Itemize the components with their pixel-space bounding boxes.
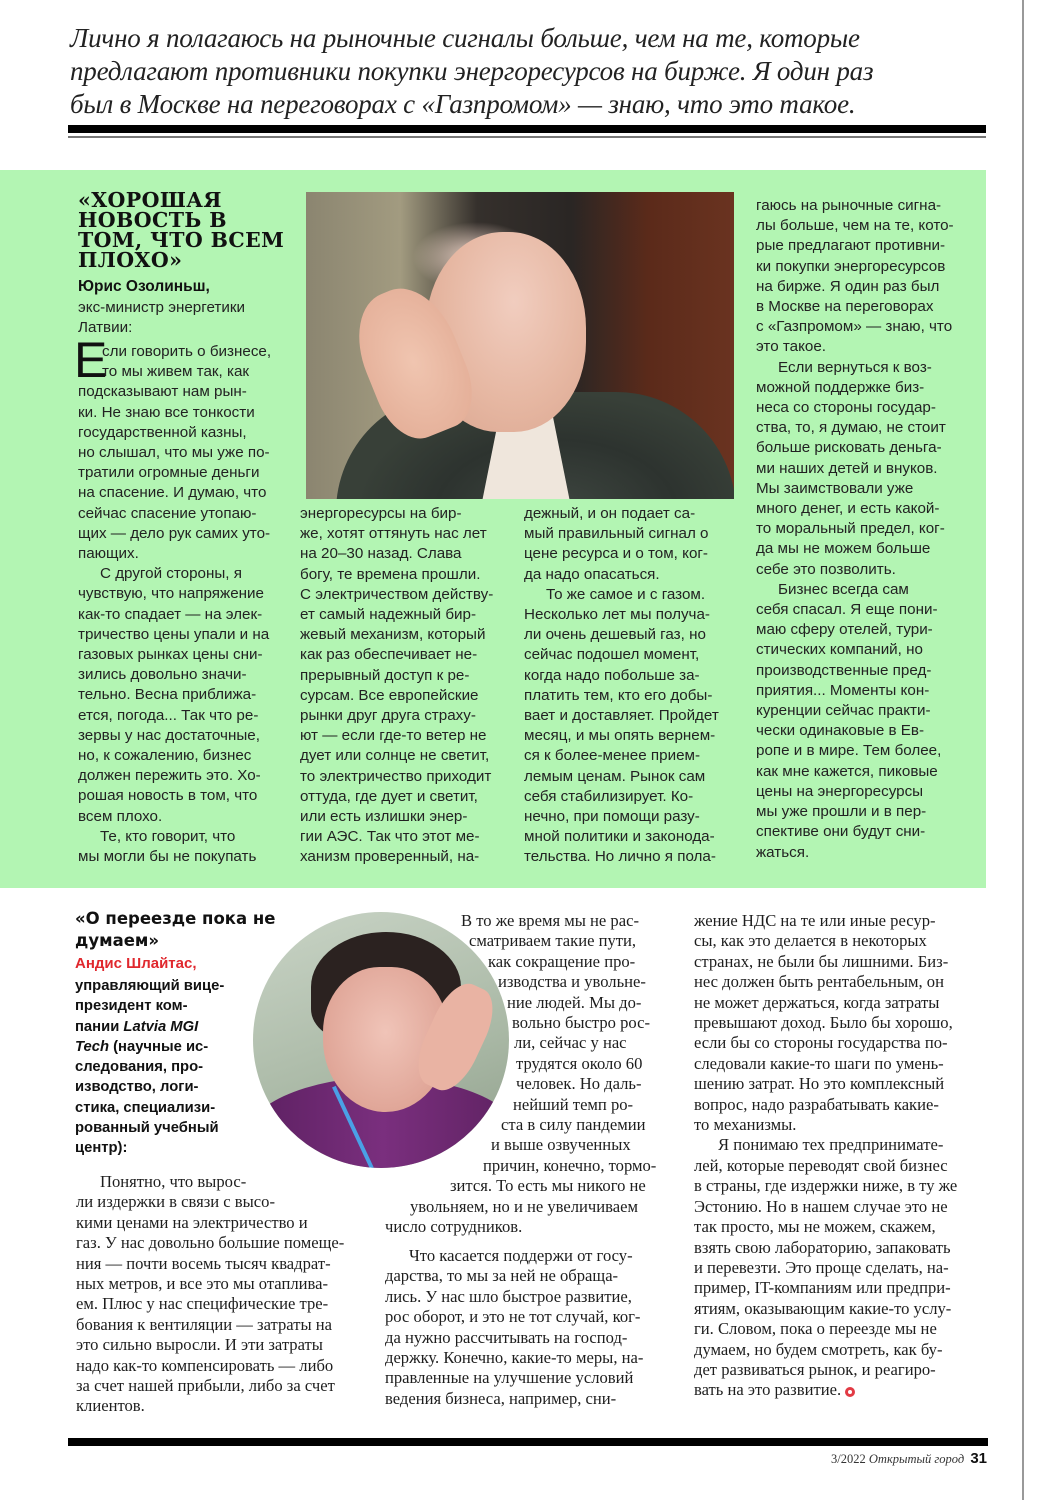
interview-2-column-2-wrap <box>0 911 700 1238</box>
text-line: же, хотят оттянуть нас лет <box>300 525 487 543</box>
text-line: то моральный предел, ког- <box>756 520 945 538</box>
text-line: энергоресурсы на бир- <box>300 505 462 522</box>
text-line: себя стабилизирует. Ко- <box>524 787 694 805</box>
text-line: всем плохо. <box>78 807 163 825</box>
text-line: должен пережить это. Хо- <box>78 767 261 785</box>
text-line: не может держаться, когда затраты <box>694 992 940 1012</box>
text-line: но, к сожалению, бизнес <box>78 747 252 765</box>
text-line: и перевезти. Это проще сделать, на- <box>694 1257 949 1277</box>
text-line: мной политики и законода- <box>524 828 715 846</box>
text-line: когда надо побольше за- <box>524 666 700 684</box>
text-line: лемым ценам. Рынок сам <box>524 767 706 785</box>
text-line: вает и доставляет. Пройдет <box>524 707 719 725</box>
text-line: ния — почти восемь тысяч квадрат- <box>76 1253 331 1273</box>
text-line: ятиям, оказывающим какие-то услу- <box>694 1298 952 1318</box>
top-rule-thin <box>68 136 986 138</box>
text-line: лы больше, чем на те, кото- <box>756 217 954 235</box>
text-line: приятия... Моменты кон- <box>756 681 930 699</box>
text-line: ся к более-менее прием- <box>524 747 701 765</box>
text-line: то электричество приходит <box>300 767 492 785</box>
text-line: зились довольно значи- <box>78 666 247 684</box>
interview-2-column-2 <box>385 1246 685 1409</box>
text-line: больше рисковать деньга- <box>756 439 942 457</box>
text-line: как мне кажется, пиковые <box>756 762 938 780</box>
portrait-photo-ozolinsh <box>306 192 734 499</box>
text-line: Несколько лет мы получа- <box>524 606 710 624</box>
role-line: управляющий вице- <box>75 978 225 994</box>
text-line: ли, сейчас у нас <box>514 1033 627 1053</box>
text-line: лись. У нас шло быстрое развитие, <box>385 1286 632 1306</box>
text-line: ется, погода... Так что ре- <box>78 706 259 724</box>
text-line: ных метров, и все это мы отаплива- <box>76 1274 328 1294</box>
text-line: зится. То есть мы никого не <box>450 1176 646 1196</box>
issue-number: 3/2022 <box>831 1452 866 1466</box>
end-of-article-icon <box>845 1387 855 1397</box>
text-line: лей, которые переводят свой бизнес <box>694 1155 948 1175</box>
text-line: богу, те времена прошли. <box>300 565 481 583</box>
headline-line: ТОМ, ЧТО ВСЕМ <box>78 228 285 252</box>
text-line: правленные на улучшение условий <box>385 1368 634 1388</box>
text-line: шению затрат. Но это комплексный <box>694 1074 945 1094</box>
text-line: подсказывают нам рын- <box>78 383 247 401</box>
text-line: надо как-то компенсировать — либо <box>76 1355 334 1375</box>
text-line: жение НДС на те или иные ресур- <box>694 911 936 930</box>
text-line: вопрос, надо разрабатывать какие- <box>694 1094 939 1114</box>
text-line: мы могли бы не покупать <box>78 848 257 866</box>
text-line: Те, кто говорит, что <box>100 827 236 845</box>
text-line: да надо опасаться. <box>524 565 660 583</box>
text-line: куренции сейчас практи- <box>756 702 931 720</box>
text-line: газ. У нас довольно большие помеще- <box>76 1233 345 1253</box>
text-line: рос оборот, и это не тот случай, ког- <box>385 1307 641 1327</box>
text-line: да нужно рассчитывать на господ- <box>385 1327 628 1347</box>
headline-line: «ХОРОШАЯ <box>78 188 222 212</box>
text-line: так просто, мы не можем, скажем, <box>694 1217 936 1237</box>
pull-quote-line: Лично я полагаюсь на рыночные сигналы больше, чем на те, которые <box>70 23 860 53</box>
role-line: пании Latvia MGI <box>75 1018 199 1035</box>
text-line: сы, как это делается в некоторых <box>694 931 927 951</box>
interviewee-2-name: Андис Шлайтас, <box>75 955 197 972</box>
text-line: гии АЭС. Так что этот ме- <box>300 828 480 846</box>
text-line: тельства. Но лично я пола- <box>524 848 716 866</box>
interview-1-column-4 <box>756 196 981 863</box>
text-line: В то же время мы не рас- <box>461 911 639 930</box>
text-line: тратили огромные деньги <box>78 464 260 482</box>
text-line: следовали какие-то шаги по умень- <box>694 1053 944 1073</box>
text-line: мы уже прошли и в пер- <box>756 803 927 821</box>
text-line: Я понимаю тех предпринимате- <box>718 1135 944 1155</box>
text-line: ханизм проверенный, на- <box>300 848 480 866</box>
text-line: С другой стороны, я <box>100 565 242 583</box>
interviewee-1-name: Юрис Озолиньш, <box>78 278 210 295</box>
text-line: зервы у нас достаточные, <box>78 726 260 744</box>
text-line: стических компаний, но <box>756 641 923 659</box>
pull-quote-line: предлагают противники покупки энергоресурсов на бирже. Я один раз <box>70 56 874 86</box>
text-line: вать на это развитие. <box>694 1380 994 1400</box>
text-line: то механизмы. <box>694 1115 797 1135</box>
text-line: сурсам. Все европейские <box>300 686 479 704</box>
interview-1-column-2 <box>300 504 520 868</box>
headline-line: «О переезде пока не <box>75 909 276 928</box>
text-line: платить тем, кто его добы- <box>524 686 713 704</box>
text-line: ста в силу пандемии <box>501 1115 646 1135</box>
text-line: ми наших детей и внуков. <box>756 459 938 477</box>
text-line: это такое. <box>756 338 827 356</box>
text-line: чески одинаковые в Ев- <box>756 722 925 740</box>
text-line: тельно. Весна приближа- <box>78 686 257 704</box>
text-line: ли издержки в связи с высо- <box>76 1192 275 1212</box>
interview-1-headline <box>78 190 298 270</box>
text-line: ки покупки энергоресурсов <box>756 257 946 275</box>
text-line: Понятно, что вырос- <box>100 1172 247 1191</box>
text-line: дежный, и он подает са- <box>524 505 696 522</box>
text-line: газовых рынках цены сни- <box>78 646 263 664</box>
role-line: Tech (научные ис- <box>75 1038 209 1055</box>
headline-line: думаем» <box>75 931 160 950</box>
text-line: цене ресурса и о том, ког- <box>524 545 708 563</box>
text-line: как сокращение про- <box>488 951 636 971</box>
text-line: много денег, и есть какой- <box>756 500 940 518</box>
page-footer <box>831 1450 987 1467</box>
text-line: причин, конечно, тормо- <box>483 1155 657 1175</box>
text-line: нейший темп ро- <box>513 1094 634 1114</box>
text-line: странах, не были бы лишними. Биз- <box>694 951 949 971</box>
text-line: дарства, то мы за ней не обраща- <box>385 1266 619 1286</box>
text-line: С электричеством действу- <box>300 585 494 603</box>
role-line: изводство, логи- <box>75 1079 199 1096</box>
text-line: сматриваем такие пути, <box>469 931 637 951</box>
role-line: следования, про- <box>75 1059 204 1076</box>
text-line: себе это позволить. <box>756 560 896 578</box>
text-line: оттуда, где дует и светит, <box>300 787 478 805</box>
text-line: держку. Конечно, какие-то меры, на- <box>385 1348 644 1368</box>
interview-2-column-3 <box>694 911 994 1401</box>
text-line: спективе они будут сни- <box>756 823 926 841</box>
text-line: Если вернуться к воз- <box>778 358 932 376</box>
text-line: цены на энергоресурсы <box>756 782 924 800</box>
text-line: но слышал, что мы уже по- <box>78 444 270 462</box>
text-line: вольно быстро рос- <box>512 1013 651 1033</box>
text-line: на бирже. Я один раз был <box>756 277 940 295</box>
text-line: жевый механизм, который <box>300 626 486 644</box>
text-line: месяц, и мы опять вернем- <box>524 727 716 745</box>
text-line: клиентов. <box>76 1396 145 1416</box>
text-line: рошая новость в том, что <box>78 787 258 805</box>
text-line: это сильно выросли. И эти затраты <box>76 1335 323 1355</box>
text-line: в Москве на переговорах <box>756 298 934 316</box>
role-line: экс-министр энергетики <box>78 299 245 316</box>
role-line: рованный учебный <box>75 1120 219 1137</box>
footer-rule <box>68 1438 988 1446</box>
text-line: пример, IT-компаниям или предпри- <box>694 1278 951 1298</box>
headline-line: ПЛОХО» <box>78 248 183 272</box>
text-line: увольняем, но и не увеличиваем <box>410 1196 639 1216</box>
text-line: ки. Не знаю все тонкости <box>78 403 255 421</box>
role-line: президент ком- <box>75 998 188 1015</box>
text-line: нечно, при помощи разу- <box>524 808 700 826</box>
text-line: на спасение. И думаю, что <box>78 484 267 502</box>
text-line: можной поддержке биз- <box>756 378 925 396</box>
text-line: ропе и в мире. Тем более, <box>756 742 942 760</box>
text-line: маю сферу отелей, тури- <box>756 621 933 639</box>
text-line: себя спасал. Я еще пони- <box>756 601 938 619</box>
text-line: ли очень дешевый газ, но <box>524 626 706 644</box>
text-line: думаем, но будем смотреть, как бу- <box>694 1339 943 1359</box>
text-line: неса со стороны государ- <box>756 399 936 417</box>
text-line: чувствую, что напряжение <box>78 585 264 603</box>
text-line: ют — если где-то ветер не <box>300 727 487 745</box>
text-line: взять свою лабораторию, запаковать <box>694 1237 951 1257</box>
text-line: рынки друг друга страху- <box>300 707 476 725</box>
text-line: прерывный доступ к ре- <box>300 666 470 684</box>
magazine-name: Открытый город <box>868 1452 965 1466</box>
text-line: то мы живем так, как <box>102 363 250 381</box>
drop-cap: Е <box>74 332 108 388</box>
text-line: да мы не можем больше <box>756 540 931 558</box>
text-line: Бизнес всегда сам <box>778 580 909 598</box>
text-line: или есть излишки энер- <box>300 808 468 826</box>
text-line: ства, то, я думаю, не стоит <box>756 419 946 437</box>
text-line: ет самый надежный бир- <box>300 606 477 624</box>
text-line: если бы со стороны государства по- <box>694 1033 948 1053</box>
text-line: гаюсь на рыночные сигна- <box>756 197 942 214</box>
text-line: Мы заимствовали уже <box>756 479 914 497</box>
text-line: Что касается поддержи от госу- <box>409 1246 633 1265</box>
text-line: государственной казны, <box>78 423 247 441</box>
text-line: сейчас спасение утопаю- <box>78 504 257 522</box>
text-line: на 20–30 назад. Слава <box>300 545 462 563</box>
text-line: сейчас подошел момент, <box>524 646 700 664</box>
top-rule-thick <box>68 125 986 133</box>
text-line: бования к вентиляции — затраты на <box>76 1314 333 1334</box>
text-line: ем. Плюс у нас специфические тре- <box>76 1294 329 1314</box>
text-line: мый правильный сигнал о <box>524 525 709 543</box>
text-line: дует или солнце не светит, <box>300 747 490 765</box>
text-line: число сотрудников. <box>385 1217 523 1237</box>
text-line: в страны, где издержки ниже, в ту же <box>694 1176 958 1196</box>
margin-line <box>1022 0 1024 1500</box>
text-line: нес должен быть рентабельным, он <box>694 972 944 992</box>
text-line: тричество цены упали и на <box>78 625 270 643</box>
text-line: То же самое и с газом. <box>546 585 706 603</box>
role-line: центр): <box>75 1140 128 1157</box>
text-line: за счет нашей прибыли, либо за счет <box>76 1376 335 1396</box>
text-line: изводства и увольне- <box>498 972 646 992</box>
text-line: рые предлагают противни- <box>756 237 946 255</box>
role-line: стика, специализи- <box>75 1099 216 1116</box>
text-line: и выше озвученных <box>491 1135 631 1155</box>
text-line: человек. Но даль- <box>516 1074 642 1094</box>
text-line: ние людей. Мы до- <box>507 992 642 1012</box>
pull-quote <box>70 22 990 121</box>
text-line: дет развиваться рынок, и реагиро- <box>694 1359 936 1379</box>
text-line: трудятся около 60 <box>516 1053 643 1073</box>
pull-quote-line: был в Москве на переговорах с «Газпромом» — знаю, что это такое. <box>70 89 856 119</box>
interview-1-column-3 <box>524 504 744 868</box>
text-line: сли говорить о бизнесе, <box>102 343 272 360</box>
text-line: как раз обеспечивает не- <box>300 646 478 664</box>
page-number: 31 <box>970 1450 987 1467</box>
text-line: пающих. <box>78 545 139 563</box>
text-line: как-то спадает — на элек- <box>78 605 263 623</box>
text-line: щих — дело рук самих уто- <box>78 524 271 542</box>
role-line: Латвии: <box>78 319 133 337</box>
text-line: кими ценами на электричество и <box>76 1212 308 1232</box>
text-line: жаться. <box>756 843 810 861</box>
text-line: Эстонию. Но в нашем случае это не <box>694 1196 948 1216</box>
text-line: с «Газпромом» — знаю, что <box>756 318 953 336</box>
text-line: ги. Словом, пока о переезде мы не <box>694 1319 937 1339</box>
text-line: ведения бизнеса, например, сни- <box>385 1388 617 1408</box>
text-line: производственные пред- <box>756 661 932 679</box>
headline-line: НОВОСТЬ В <box>78 208 227 232</box>
interview-1-column-1 <box>78 342 298 867</box>
text-line: превышают доход. Было бы хорошо, <box>694 1013 953 1033</box>
